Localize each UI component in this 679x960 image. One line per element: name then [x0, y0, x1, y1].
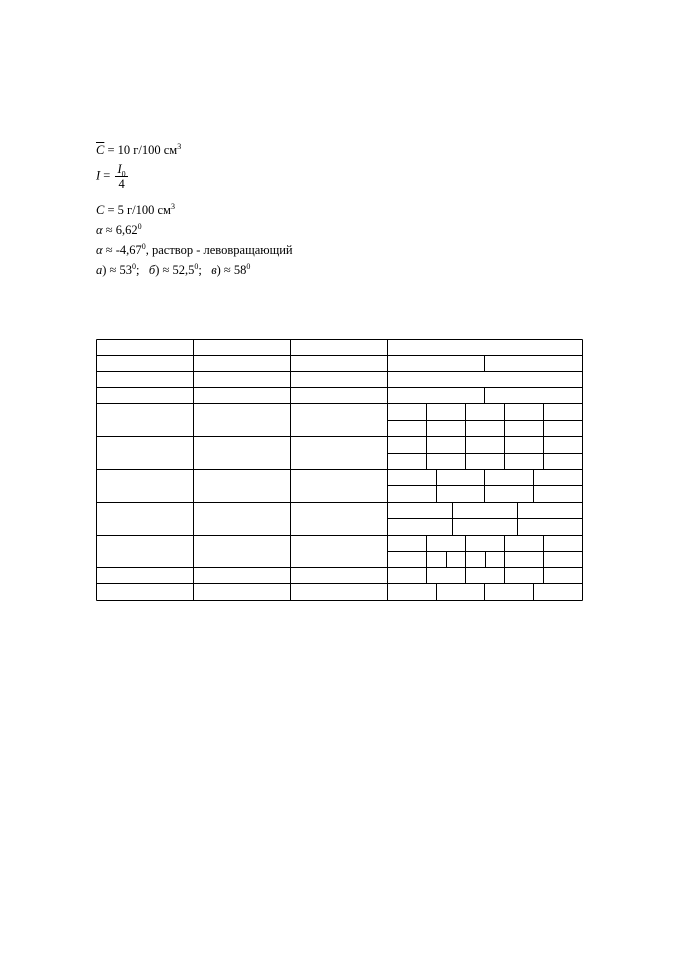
angle-b-value: ) ≈ 52,5: [155, 263, 195, 277]
rotation-note: , раствор - левовращающий: [145, 243, 293, 257]
answer-line-1: $\overline{C} = 10$ г/100 $см^3$: [96, 141, 182, 157]
intensity-symbol: I: [96, 168, 101, 183]
angle-a-value: ) ≈ 53: [102, 263, 133, 277]
angle-symbol-2: α: [96, 243, 103, 257]
concentration-symbol: C: [96, 203, 105, 217]
mean-concentration-symbol: $\overline{C}$: [96, 143, 105, 157]
concentration-value: 5 г/100 см: [117, 203, 171, 217]
answer-line-2: I = $\frac{I_0}{4}$: [96, 162, 126, 191]
angle-value: 6,62: [115, 223, 138, 237]
answer-line-3: C = 5 г/100 $см^3$: [96, 201, 175, 217]
empty-grid-table: [96, 339, 583, 601]
angle-value-2: -4,67: [115, 243, 142, 257]
answer-line-6: $а) \approx 53^0$; $б) \approx 52,5^0$; $в) \approx 58^0$: [96, 261, 251, 277]
angle-symbol: α: [96, 223, 103, 237]
angle-c-value: ) ≈ 58: [216, 263, 247, 277]
answer-line-5: $\alpha \approx -4,67^0$, раствор - левовращающий: [96, 241, 293, 257]
intensity-fraction: $\frac{I_0}{4}$: [117, 162, 126, 191]
table-grid: [96, 339, 583, 601]
answer-line-4: $\alpha \approx 6,62^0$: [96, 221, 142, 237]
mean-concentration-value: 10 г/100 см: [117, 143, 178, 157]
